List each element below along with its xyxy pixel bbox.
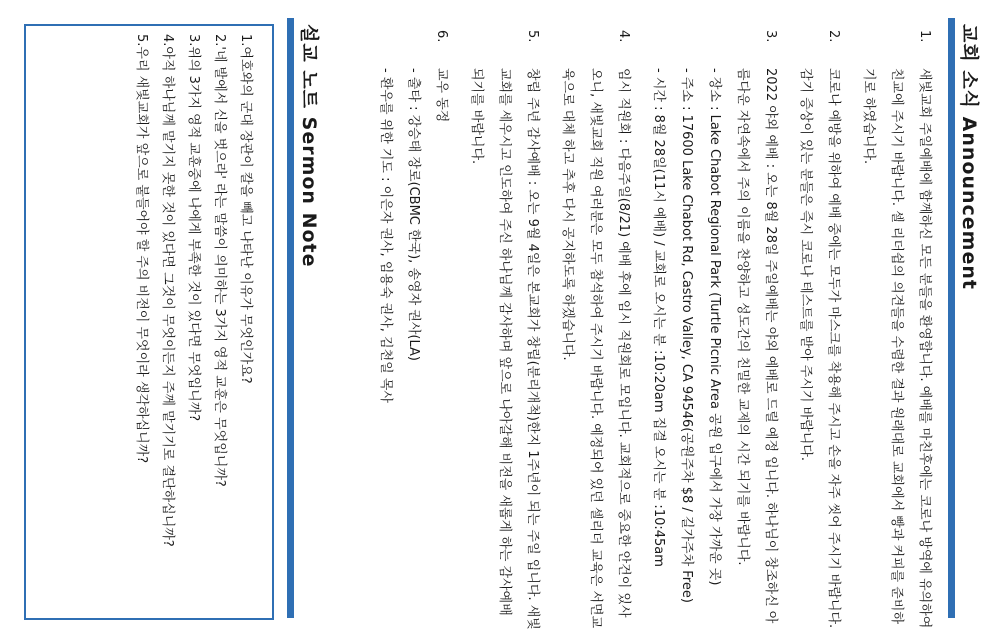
item-number: 4. [616,30,631,43]
announcement-item [854,30,938,630]
item-detail: - 환우를 위한 기도 : 이은자 권사, 임용숙 권사, 김천일 목사 [378,68,393,403]
sermon-question: 2.'네 발에서 신을 벗으라' 라는 말씀이 의미하는 3가지 영적 교훈은 무엇입니까? [212,34,227,487]
item-text: 임시 직원회 : 다음주일(8/21) 예배 후에 임시 직원회로 모입니다. 교회적으로 중요한 안건이 있사오니, 새빛교회 직원 여러분은 모두 참석하여 주시기 바랍니다. 예정되어 있던 셀리더 교육은 서면교육으로 대체 하고 추후 다시 공지하도록 하겠습니다. [560,68,631,629]
sermon-note-rule [287,18,294,618]
sermon-note-box [24,24,274,620]
item-number: 6. [434,30,449,43]
announcement-item [371,30,455,630]
item-text: 교우 동정 [434,68,449,123]
announcement-item [791,30,847,630]
item-text: 창립 주년 감사예배 : 오는 9월 4일은 본교회가 창립(분리개척)한지 1주년이 되는 주일 입니다. 새빛교회를 세우시고 인도하여 주신 하나님께 감사하며 앞으로 나아갈해 비전을 새롭게 하는 감사예배 되기를 바랍니다. [469,68,540,630]
sermon-question: 1.여호와의 군대 장관이 칼을 빼고 나타난 이유가 무엇인가요? [238,34,253,384]
item-number: 3. [763,30,778,43]
announcement-list [364,30,938,630]
sermon-note-title: 설교 노트 Sermon Note [298,24,320,268]
announcement-title: 교회 소식 Announcement [958,24,980,290]
item-text: 새빛교회 주일예배에 함께하신 모든 분들을 환영합니다. 예배를 마친후에는 코로나 방역에 유의하여 친교에 주시기 바랍니다. 셀 리더쉽의 의견들을 수렴한 결과 원래대로 교회에서 빵과 커피를 준비하기로 하였습니다. [861,68,932,629]
sermon-question: 3.위의 3가지 영적 교훈중에 나에게 부족한 것이 있다면 무엇입니까? [186,34,201,422]
sermon-question: 4.아직 하나님께 맡기지 못한 것이 있다면 그것이 무엇이든지 주께 맡기기로 결단하십니까? [160,34,175,547]
item-number: 5. [525,30,540,43]
announcement-item [462,30,546,630]
announcement-item [644,30,784,630]
item-detail: - 장소 : Lake Chabot Regional Park (Turtle Picnic Area 공원 입구에서 가장 가까운 곳) [707,68,722,586]
announcement-rule [948,18,955,618]
item-text: 2022 야외 예배 : 오는 8월 28일 주일예배는 야외 예배로 드릴 예정 입니다. 하나님이 창조하신 아름다운 자연속에서 주의 이름을 찬양하고 성도간의 친밀한 교제의 시간 되기를 바랍니다. [735,68,778,624]
item-text: 코로나 예방을 위하여 예배 중에는 모두가 마스크를 착용해 주시고 손을 자주 씻어 주시기 바랍니다. 감기 증상이 있는 분들은 즉시 코로나 테스트를 받아 주시기 바랍니다. [798,68,841,629]
announcement-item [553,30,637,630]
item-number: 1. [917,30,932,43]
item-detail: - 시간 : 8월 28일(11시 예배) / 교회로 오시는 분 :10:20am 집결 오시는 분 :10:45am [651,68,666,567]
item-detail: - 출타 : 강승태 장로(CBMC 한국), 송영자 권사(LA) [406,68,421,361]
sermon-question: 5.우리 새빛교회가 앞으로 붙들어야 할 주의 비전이 무엇이라 생각하십니까? [134,34,149,464]
item-number: 2. [826,30,841,43]
item-detail: - 주소 : 17600 Lake Chabot Rd, Castro Valley, CA 94546(공원주차 $8 / 길가주차 Free) [679,68,694,603]
